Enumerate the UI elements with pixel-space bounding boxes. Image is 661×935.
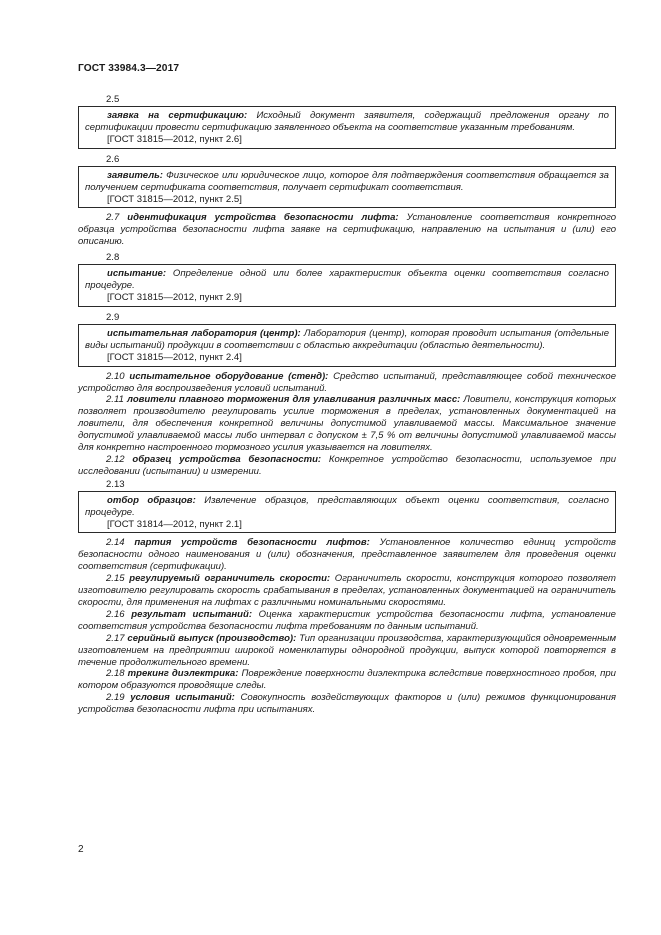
definition-text: Ограничитель скорости, конструкция которого позволяет изготовителю регулировать скорость срабатывания в пределах, установленных документацией на ограничитель скорости, для применения на лифтах с различными номинальными скоростями.	[78, 573, 616, 608]
item-number: 2.7	[106, 212, 120, 224]
definition-text: Физическое или юридическое лицо, которое для подтверждения соответствия обращается за получением сертификата соответствия, получает сертификат соответствия.	[85, 169, 609, 193]
item-number: 2.5	[106, 94, 120, 105]
definition-text: Тип организации производства, характеризующийся одновременным изготовлением на предприятии широкой номенклатуры однородной продукции, выпуск которой повторяется в течение продолжительного времени.	[78, 632, 616, 668]
item-number: 2.18	[106, 668, 125, 680]
definition-text: Оценка характеристик устройства безопасности лифта, установление соответствия устройства безопасности лифта требованиям по данным испытаний.	[78, 608, 616, 632]
definition-paragraph	[78, 573, 616, 609]
term: идентификация устройства безопасности лифта:	[127, 212, 399, 224]
definition-paragraph	[78, 633, 616, 669]
source-reference: [ГОСТ 31814—2012, пункт 2.1]	[107, 518, 242, 530]
page-number: 2	[78, 844, 84, 855]
item-number: 2.8	[106, 252, 120, 264]
definition-text: Конкретное устройство безопасности, используемое при исследовании (испытании) и измерении.	[78, 453, 616, 477]
definition-text: Установленное количество единиц устройств безопасности одного наименования и (или) обозначения, представленное заявителем для проведения оценки соответствия (сертификации).	[78, 537, 617, 573]
item-number: 2.12	[106, 453, 125, 465]
item-number: 2.11	[106, 394, 124, 406]
definition-text: Совокупность воздействующих факторов и (или) режимов функционирования устройства безопасности лифта при испытаниях.	[78, 692, 616, 716]
item-number: 2.15	[106, 573, 125, 585]
term: ловители плавного торможения для улавливания различных масс:	[127, 394, 461, 406]
definition-text: Лаборатория (центр), которая проводит испытания (отдельные виды испытаний) продукции в соответствии с областью аккредитации (областью деятельности).	[85, 327, 609, 351]
definition-paragraph	[78, 609, 616, 633]
definition-box	[78, 264, 616, 307]
term: регулируемый ограничитель скорости:	[129, 573, 331, 585]
definition-paragraph	[78, 371, 616, 395]
term: трекинг диэлектрика:	[127, 668, 239, 680]
definition-box	[78, 106, 616, 149]
definition-text: Установление соответствия конкретного образца устройства безопасности лифта заявке на сертификацию, направлению на испытания и (или) его описанию.	[78, 212, 616, 248]
term: серийный выпуск (производство):	[127, 632, 297, 644]
definition-text: Извлечение образцов, представляющих объект оценки соответствия, согласно процедуре.	[85, 494, 609, 518]
term: испытательное оборудование (стенд):	[129, 370, 329, 382]
item-number: 2.10	[106, 370, 125, 382]
item-number: 2.17	[106, 632, 125, 644]
term: условия испытаний:	[130, 692, 235, 704]
source-reference: [ГОСТ 31815—2012, пункт 2.9]	[107, 291, 242, 303]
item-number: 2.9	[106, 311, 120, 323]
item-number: 2.13	[106, 478, 125, 490]
term: отбор образцов:	[107, 494, 196, 506]
definition-text: Средство испытаний, представляющее собой техническое устройство для воспроизведения условий испытаний.	[78, 370, 617, 394]
definition-paragraph	[78, 692, 616, 716]
term: заявитель:	[107, 169, 163, 181]
definition-text: Ловители, конструкция которых позволяет производителю регулировать усилие торможения в пределах, установленных документацией на ловители, для обеспечения конкретной величины допустимой улавливаемой массы. Максимальное значение допустимой улавливаемой массы либо интервал с допуском ± 7,5 % от величины допустимой улавливаемой массы для конкретно настроенного тормозного усилия указывается на ловителях.	[78, 394, 616, 454]
item-number: 2.6	[106, 153, 120, 165]
item-number: 2.16	[106, 608, 125, 620]
definition-paragraph	[78, 668, 616, 692]
source-reference: [ГОСТ 31815—2012, пункт 2.6]	[107, 133, 242, 145]
definition-paragraph	[78, 212, 616, 248]
term: партия устройств безопасности лифтов:	[134, 537, 370, 549]
definition-text: Исходный документ заявителя, содержащий предложения органу по сертификации провести сертификацию заявленного объекта на соответствие указанным требованиям.	[85, 110, 609, 133]
definition-paragraph	[78, 537, 616, 573]
item-number: 2.14	[106, 537, 125, 549]
source-reference: [ГОСТ 31815—2012, пункт 2.5]	[107, 193, 242, 205]
definition-box	[78, 491, 616, 534]
definition-text: Повреждение поверхности диэлектрика вследствие поверхностного пробоя, при котором образуются проводящие следы.	[78, 668, 616, 692]
term: испытательная лаборатория (центр):	[107, 327, 301, 339]
definition-paragraph	[78, 394, 616, 454]
document-header: ГОСТ 33984.3—2017	[78, 63, 180, 74]
term: образец устройства безопасности:	[132, 453, 322, 465]
document-body	[78, 93, 616, 716]
definition-text: Определение одной или более характеристик объекта оценки соответствия согласно процедуре.	[85, 268, 609, 292]
item-number: 2.19	[106, 692, 125, 704]
term: испытание:	[107, 268, 167, 280]
definition-paragraph	[78, 454, 616, 478]
definition-box	[78, 166, 616, 209]
source-reference: [ГОСТ 31815—2012, пункт 2.4]	[107, 351, 242, 363]
definition-box	[78, 324, 616, 367]
term: результат испытаний:	[131, 608, 253, 620]
term: заявка на сертификацию:	[107, 110, 248, 121]
